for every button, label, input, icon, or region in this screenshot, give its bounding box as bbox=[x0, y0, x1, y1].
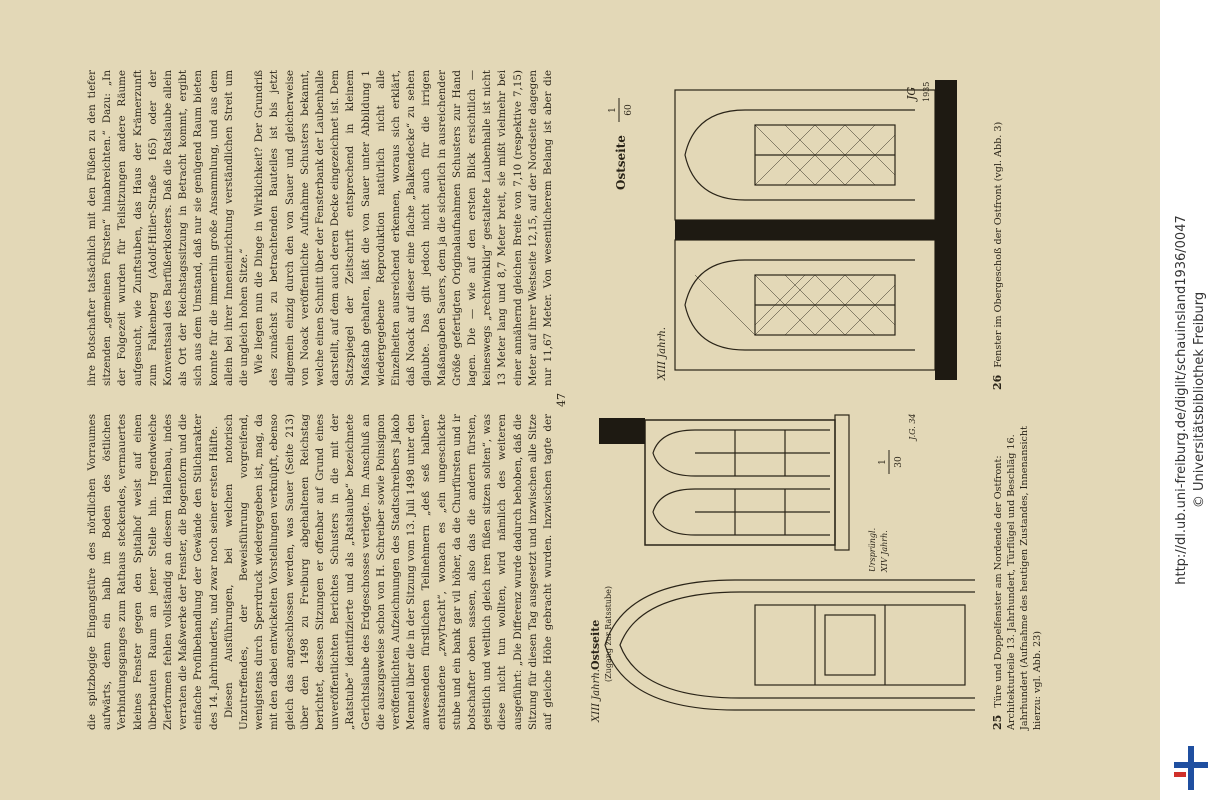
fig25-scale-top: 1 bbox=[878, 459, 888, 465]
figure-26-caption bbox=[991, 70, 1005, 390]
paragraph: die spitzbogige Eingangstüre des nördlichen Vorraumes aufwärts, denn ein halb im Boden des östlichen Verbindungsganges zum Rathaus steckendes, vermauertes kleines Fenster gegen den Spitalhof weist auf einen überbauten Raum an jener Stelle hin. Irgendwelche Zierformen fehlen vollständig an diesem Hallenbau, indes verraten die Maßwerke der Fenster, die Bogenform und die einfache Profilbehandlung der Gewände den Stilcharakter des 14. Jahrhunderts, und zwar noch seiner ersten Hälfte. bbox=[86, 414, 220, 730]
copyright-notice: © Universitätsbibliothek Freiburg bbox=[1192, 291, 1207, 509]
fig25-note-century: XIV Jahrh. bbox=[880, 530, 889, 572]
figures bbox=[585, 70, 1055, 730]
fig25-scale-bottom: 30 bbox=[894, 456, 904, 468]
text-column-1 bbox=[85, 414, 555, 730]
fig26-scale-bottom: 60 bbox=[624, 104, 634, 116]
library-sidebar bbox=[1160, 0, 1222, 800]
source-url[interactable]: http://dl.ub.uni-freiburg.de/diglit/schauinsland1936/0047 bbox=[1174, 215, 1189, 585]
figure-number: 26 bbox=[991, 374, 1004, 390]
caption-text: Fenster im Obergeschoß der Ostfront (vgl. Abb. 3) bbox=[993, 121, 1004, 368]
text-column-2 bbox=[85, 70, 555, 386]
fig26-left-title: XIII Jahrh. bbox=[657, 327, 668, 380]
fig26-heading: Ostseite bbox=[614, 135, 628, 190]
fig25-heading: Ostseite bbox=[589, 619, 602, 670]
fig25-signature: J.G. 34 bbox=[908, 413, 917, 440]
rotated-page bbox=[25, 30, 1135, 770]
university-logo-icon bbox=[1174, 746, 1208, 790]
text-columns bbox=[85, 70, 555, 730]
figure-number: 25 bbox=[991, 714, 1004, 730]
fig26-year: 1935 bbox=[922, 81, 931, 102]
figure-26 bbox=[585, 70, 1055, 390]
figure-25-drawing bbox=[585, 410, 985, 730]
figure-25 bbox=[585, 410, 1055, 730]
fig25-left-title: XIII Jahrh. bbox=[591, 669, 602, 722]
caption-text: Türe und Doppelfenster am Nordende der Ostfront: Architekturteile 13. Jahrhundert, Türflügel und Beschläg 16. Jahrhundert (Aufnahme des heutigen Zustandes, Innenansicht hierzu: vgl. Abb. 23) bbox=[993, 426, 1043, 730]
figure-25-caption bbox=[991, 410, 1044, 730]
fig25-note-original: Ursprüngl. bbox=[868, 527, 877, 572]
source-credit bbox=[1173, 215, 1209, 585]
fig26-scale-top: 1 bbox=[608, 107, 618, 113]
paragraph: ihre Botschafter tatsächlich mit den Füßen zu den tiefer sitzenden „gemeinen Fürsten“ hinabreichten.“ Dazu: „In der Folgezeit wurden für Teilsitzungen andere Räume aufgesucht, wie Zunftstuben, das Haus der Krämerzunft zum Falkenberg (Adolf-Hitler-Straße 165) oder der Konventsaal des Barfüßerklosters. Daß die Ratslaube allein als Ort der Reichstagssitzung in Betracht kommt, ergibt sich aus dem Umstand, daß nur sie genügend Raum bieten konnte für die immerhin große Ansammlung, und aus dem allein bei ihrer Inneneinrichtung verständlichen Streit um die ungleich hohen Sitze.“ bbox=[86, 70, 251, 386]
figure-26-drawing bbox=[585, 70, 985, 390]
paragraph: Diesen Ausführungen, bei welchen notorisch Unzutreffendes, der Beweisführung vorgreifend, wenigstens durch Sperrdruck wiedergegeben ist, mag, da mit den dabei entwickelten Vorstellungen verknüpft, ebenso gleich das angeschlossen werden, was Sauer (Seite 213) über den 1498 zu Freiburg abgehaltenen Reichstag berichtet, dessen Sitzungen er offenbar auf Grund eines unveröffentlichten Berichtes Schusters in die mit der „Ratstube“ identifizierte und als „Ratslaube“ bezeichnete Gerichtslaube des Erdgeschosses verlegte. Im Anschluß an die auszugsweise schon von H. Schreiber sowie Poinsignon veröffentlichten Aufzeichnungen des Stadtschreibers Jakob Mennel über die in der Sitzung vom 13. Juli 1498 unter den anwesenden fürstlichen Teilnehmern „deß seß halben“ entstandene „zwytracht“, wonach es „ein ungeschickte stube und ein bank gar vil höher, da die Churfürsten und ir botschafter oben sassen, also das die andern fürsten, geistlich und weltlich gleich iren füßen sitzen solten“, was diese nicht tun wollten, wird nämlich des weiteren ausgeführt: „Die Differenz wurde dadurch behoben, daß die Sitzung für diesen Tag ausgesetzt und inzwischen alle Sitze auf gleiche Höhe gebracht wurden. Inzwischen tagte der bbox=[222, 414, 555, 730]
fig26-monogram: JG bbox=[905, 86, 918, 100]
fig25-subheading: (Zugang zur Ratsstube) bbox=[604, 585, 613, 682]
paragraph: Wie liegen nun die Dinge in Wirklichkeit? Der Grundriß des zunächst zu betrachtenden Bauteiles ist bis jetzt allgemein einzig durch den von Sauer und gleicherweise von Noack veröffentlichte Aufnahme Schusters bekannt, welche einen Schnitt über der Fensterbank der Laubenhalle darstellt, auf dem auch deren Decke eingezeichnet ist. Dem Satzspiegel der Zeitschrift entsprechend in kleinem Maßstab gehalten, läßt die von Sauer unter Abbildung 1 wiedergegebene Reproduktion natürlich nicht alle Einzelheiten ausreichend erkennen, woraus sich erklärt, daß Noack auf dieser eine flache „Balkendecke“ zu sehen glaubte. Das gilt jedoch nicht auch für die irrigen Maßangaben Sauers, dem ja die sicherlich in ausreichender Größe gefertigten Originalaufnahmen Schusters zur Hand lagen. Die — wie auf den ersten Blick ersichtlich — keineswegs „rechtwinklig“ gestaltete Laubenhalle ist nicht 13 Meter lang und 8,7 Meter breit, sie mißt vielmehr bei einer annähernd gleichen Breite von 7,10 (respektive 7,15) Meter auf ihrer Westseite 12,15, auf der Nordseite dagegen nur 11,67 Meter. Von wesentlicherem Belang ist aber die bbox=[253, 70, 555, 386]
page-number: 47 bbox=[555, 393, 568, 407]
